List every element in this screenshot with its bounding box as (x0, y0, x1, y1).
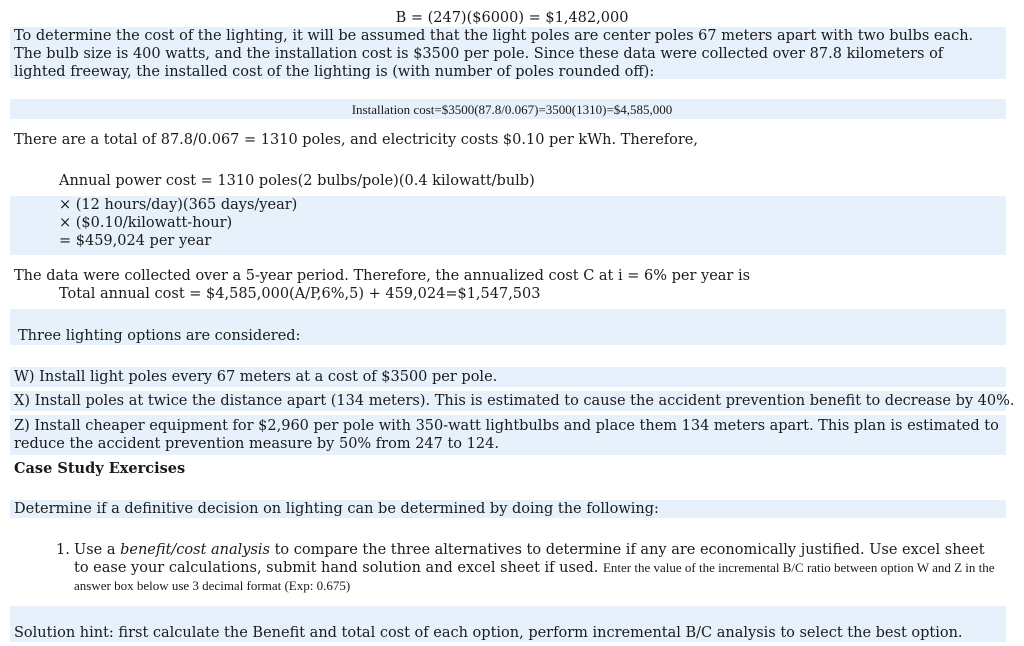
option-z: Z) Install cheaper equipment for $2,960 per pole with 350-watt lightbulbs and place them 134 meters apart. This plan is estimated to reduce the accident prevention measure by 50% from 247 to 124. (14, 418, 999, 452)
exercise-enter-instruction: Enter the value of the incremental B/C ratio between option W and Z in the answer box below use 3 decimal format (Exp: 0.675) (74, 560, 995, 593)
option-w: W) Install light poles every 67 meters at a cost of $3500 per pole. (14, 369, 498, 385)
option-x: X) Install poles at twice the distance apart (134 meters). This is estimated to cause the accident prevention benefit to decrease by 40%. (14, 393, 1015, 409)
exercise-rest: to compare the three alternatives to determine if any are economically justified. Use excel sheet to ease your calculations, submit hand solution and excel sheet if used. (74, 542, 985, 576)
exercise-italic-term: benefit/cost analysis (120, 542, 270, 558)
power-cost-line-4: = $459,024 per year (59, 233, 212, 249)
exercise-text (74, 541, 999, 595)
options-intro: Three lighting options are considered: (18, 328, 301, 344)
installation-cost: Installation cost=$3500(87.8/0.067)=3500(1310)=$4,585,000 (351, 102, 673, 117)
power-cost-line-3: × ($0.10/kilowatt-hour) (59, 215, 233, 231)
case-study-heading: Case Study Exercises (14, 460, 186, 477)
determine-line: Determine if a definitive decision on lighting can be determined by doing the following: (14, 501, 659, 517)
solution-hint: Solution hint: first calculate the Benefit and total cost of each option, perform incremental B/C analysis to select the best option. (14, 625, 963, 641)
exercise-use-a: Use a (74, 542, 121, 558)
intro-paragraph: To determine the cost of the lighting, it will be assumed that the light poles are center poles 67 meters apart with two bulbs each. The bulb size is 400 watts, and the installation cost is $3500 per pole. Since these data were collected over 87.8 kilometers of lighted freeway, the installed cost of the lighting is (with number of poles rounded off): (14, 28, 974, 80)
power-cost-line-1: Annual power cost = 1310 poles(2 bulbs/pole)(0.4 kilowatt/bulb) (59, 173, 535, 189)
total-annual-cost: Total annual cost = $4,585,000(A/P,6%,5) + 459,024=$1,547,503 (59, 286, 541, 302)
exercise-number: 1. (56, 542, 70, 558)
poles-line: There are a total of 87.8/0.067 = 1310 poles, and electricity costs $0.10 per kWh. Therefore, (14, 132, 698, 148)
benefit-equation: B = (247)($6000) = $1,482,000 (395, 10, 629, 26)
period-line: The data were collected over a 5-year period. Therefore, the annualized cost C at i = 6% per year is (14, 268, 751, 284)
power-cost-line-2: × (12 hours/day)(365 days/year) (59, 197, 298, 213)
